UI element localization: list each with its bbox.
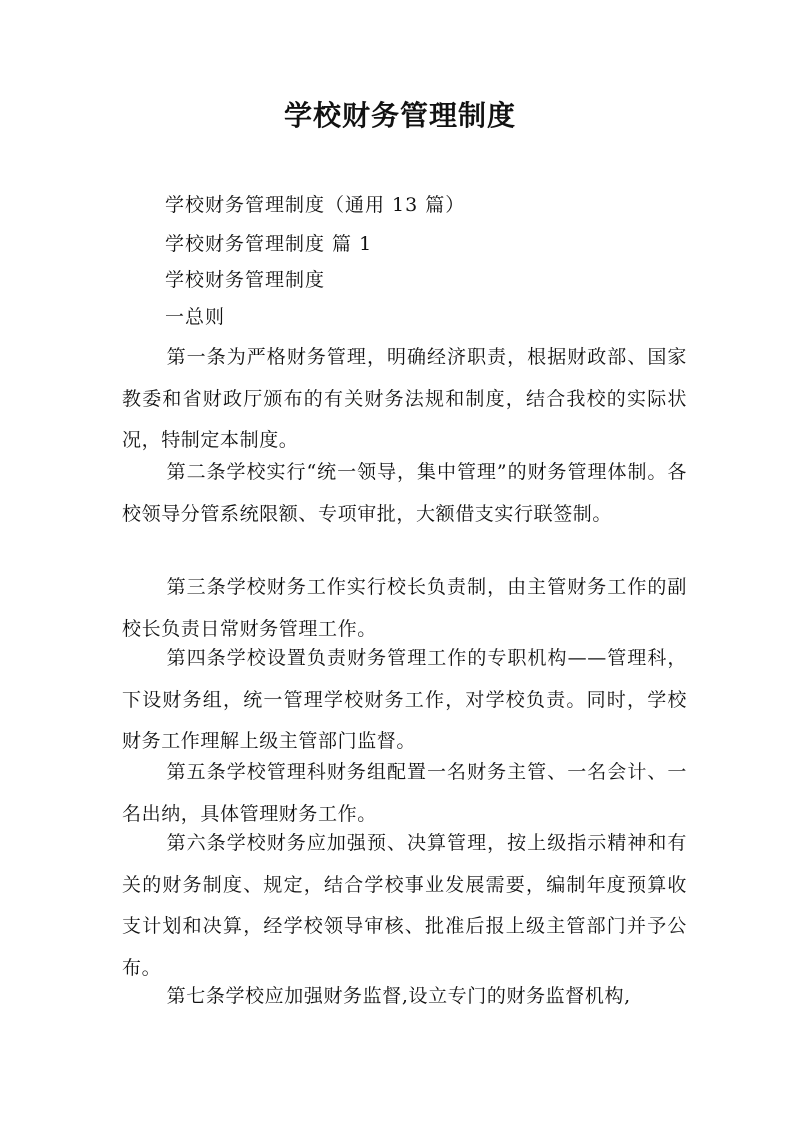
article-2-paragraph: 第二条学校实行“统一领导，集中管理”的财务管理体制。各校领导分管系统限额、专项审批，大额借支实行联签制。 — [122, 461, 687, 525]
article-7-paragraph: 第七条学校应加强财务监督,设立专门的财务监督机构, — [166, 985, 631, 1007]
collection-title: 学校财务管理制度（通用 13 篇） — [165, 194, 466, 216]
article-3-paragraph: 第三条学校财务工作实行校长负责制，由主管财务工作的副校长负责日常财务管理工作。 — [122, 576, 687, 640]
article-6-paragraph: 第六条学校财务应加强预、决算管理，按上级指示精神和有关的财务制度、规定，结合学校事业发展需要，编制年度预算收支计划和决算，经学校领导审核、批准后报上级主管部门并予公布。 — [122, 832, 687, 979]
article-5-paragraph: 第五条学校管理科财务组配置一名财务主管、一名会计、一名出纳，具体管理财务工作。 — [122, 761, 687, 825]
document-title: 学校财务管理制度 — [283, 99, 516, 132]
chapter-heading: 一总则 — [165, 306, 226, 328]
section-heading: 学校财务管理制度 篇 1 — [165, 233, 373, 255]
article-1-paragraph: 第一条为严格财务管理，明确经济职责，根据财政部、国家教委和省财政厅颁布的有关财务法规和制度，结合我校的实际状况，特制定本制度。 — [122, 346, 687, 451]
article-4-paragraph: 第四条学校设置负责财务管理工作的专职机构——管理科，下设财务组，统一管理学校财务工作，对学校负责。同时，学校财务工作理解上级主管部门监督。 — [122, 647, 687, 752]
section-title: 学校财务管理制度 — [165, 269, 326, 291]
